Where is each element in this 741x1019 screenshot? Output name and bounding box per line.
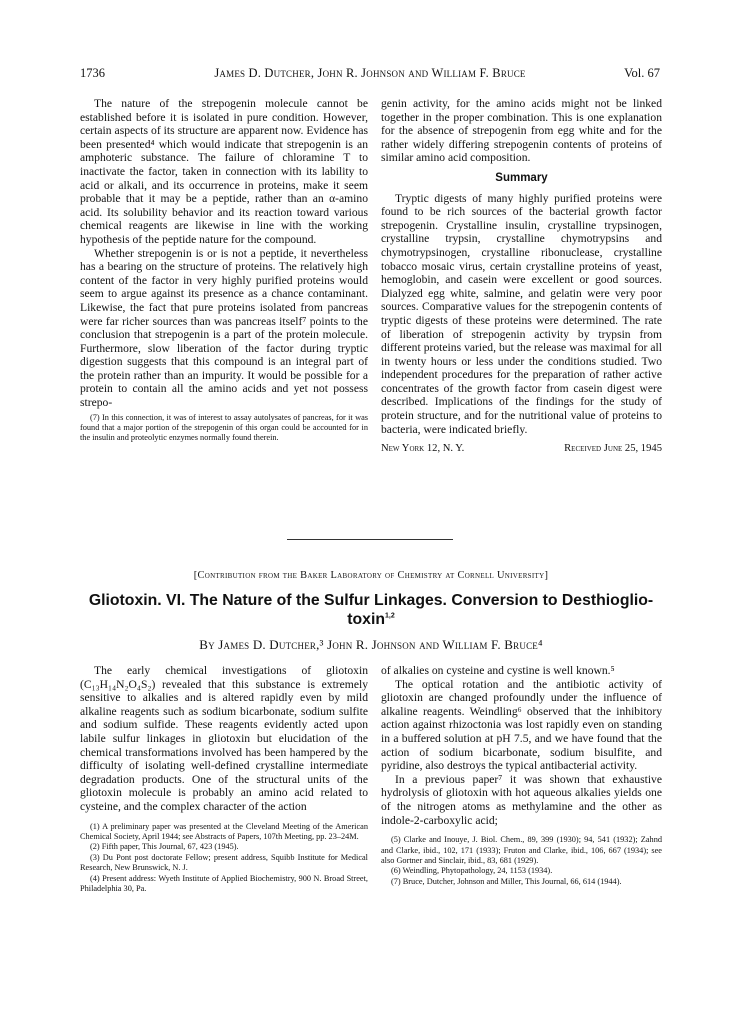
- received-date: Received June 25, 1945: [564, 443, 662, 455]
- running-header: [80, 66, 660, 84]
- footnote-block: [381, 835, 662, 887]
- footnote-block: [80, 413, 368, 444]
- page-number: 1736: [80, 66, 105, 80]
- body-paragraph: The early chemical investigations of gliotoxin (C₁₃H₁₄N₂O₄S₂) revealed that this substance is extremely sensitive to alkalies and is altered rapidly even by mild alkaline reagents such as sodium bicarbonate, sodium sulfite and sodium sulfide. These reagents evidently acted upon labile sulfur linkages in gliotoxin but elucidation of the chemical transformations involved has been hampered by the difficulty of isolating well-defined crystalline intermediate degradation products. One of the structural units of the gliotoxin molecule is probably an amino acid related to cysteine, and the complex character of the action: [80, 664, 368, 813]
- footnote: (2) Fifth paper, This Journal, 67, 423 (1945).: [90, 842, 239, 852]
- body-paragraph: of alkalies on cysteine and cystine is well known.⁵: [381, 664, 615, 677]
- byline: By James D. Dutcher,³ John R. Johnson and William F. Bruce⁴: [199, 637, 543, 652]
- footnote: (3) Du Pont post doctorate Fellow; present address, Squibb Institute for Medical Research, New Brunswick, N. J.: [80, 852, 368, 873]
- footnote: (7) In this connection, it was of interest to assay autolysates of pancreas, for it was found that a major portion of the strepogenin of this organ could be accounted for in the insulin and proteolytic enzymes normally found therein.: [80, 412, 368, 443]
- footnote-block: [80, 822, 368, 895]
- title-footnote-marks: 1,2: [385, 612, 395, 620]
- body-paragraph: In a previous paper⁷ it was shown that exhaustive hydrolysis of gliotoxin with hot aqueous alkalies yields one of the nitrogen atoms as methylamine and the other as indole-2-carboxylic acid;: [381, 772, 662, 827]
- footnote: (4) Present address: Wyeth Institute of Applied Biochemistry, 900 N. Broad Street, Philadelphia 30, Pa.: [80, 873, 368, 893]
- footnote: (5) Clarke and Inouye, J. Biol. Chem., 89, 399 (1930); 94, 541 (1932); Zahnd and Clarke, ibid., 102, 171 (1933); Fruton and Clarke, ibid., 106, 667 (1934); see also Gortner and Sinclair, ibid., 83, 681 (1929).: [381, 835, 662, 865]
- footnote: (6) Weindling, Phytopathology, 24, 1153 (1934).: [391, 866, 553, 876]
- running-title: James D. Dutcher, John R. Johnson and William F. Bruce: [214, 66, 526, 80]
- article-title: [80, 591, 662, 629]
- footnote: (1) A preliminary paper was presented at the Cleveland Meeting of the American Chemical Society, April 1944; see Abstracts of Papers, 107th Meeting, pp. 23–24M.: [80, 821, 368, 841]
- body-paragraph: The nature of the strepogenin molecule cannot be established before it is isolated in pure condition. However, certain aspects of its structure are apparent now. Evidence has been presented⁴ which would indicate that strepogenin is an amphoteric substance. The failure of chloramine T to inactivate the factor, taken in connection with its lability to acid or alkali, and its occurrence in proteins, make it seem probable that it may be a peptide, rather than an α-amino acid. Its solubility behavior and its reaction toward various chemical reagents are likewise in line with the working hypothesis of the peptide nature for the compound.: [80, 97, 368, 246]
- contribution-line: [Contribution from the Baker Laboratory of Chemistry at Cornell University]: [193, 570, 549, 581]
- summary-paragraph: Tryptic digests of many highly purified proteins were found to be rich sources of the bacterial growth factor strepogenin. Crystalline insulin, crystalline trypsinogen, crystalline trypsin, crystalline chymotrypsins and chymotrypsinogen, crystalline ribonuclease, crystalline tobacco mosaic virus, certain crystalline proteins of yeast, hemoglobin, and casein were excellent or good sources. Dialyzed egg white, salmine, and gelatin were very poor sources. Comparative values for the strepogenin contents of tryptic digests of these proteins were determined. The rate of liberation of strepogenin activity by trypsin from different proteins varied, but the release was maximal for all in twenty hours or less under the conditions studied. Two independent procedures for the preparation of rather active concentrates of the growth factor from casein digest were described. Implications of the findings for the study of protein structure, and for the nutritional value of proteins to bacteria, were indicated briefly.: [381, 191, 662, 436]
- body-paragraph: Whether strepogenin is or is not a peptide, it nevertheless has a bearing on the structure of proteins. The relatively high content of the factor in very highly purified proteins would seem to argue against its presence as a chance contaminant. Likewise, the fact that pure proteins isolated from pancreas were far richer sources than was pancreas itself⁷ points to the conclusion that strepogenin is a part of the protein molecule. Furthermore, slow liberation of the factor during tryptic digestion suggests that this compound is an integral part of the protein rather than an impurity. It would be possible for a protein to contain all the amino acids and yet not possess strepo-: [80, 246, 368, 410]
- title-line-2: toxin$^{1,2}$: [347, 611, 395, 628]
- prev-article-right-column: [381, 97, 662, 456]
- location: New York 12, N. Y.: [381, 443, 465, 455]
- article-end-line: [381, 442, 662, 456]
- article-right-column: [381, 664, 662, 887]
- footnote: (7) Bruce, Dutcher, Johnson and Miller, This Journal, 66, 614 (1944).: [391, 876, 622, 886]
- summary-heading: Summary: [495, 171, 548, 184]
- prev-article-left-column: [80, 97, 368, 444]
- article-left-column: [80, 664, 368, 894]
- article-separator-rule: [287, 539, 453, 540]
- title-line-1: Gliotoxin. VI. The Nature of the Sulfur Linkages. Conversion to Desthioglio-: [88, 592, 654, 609]
- body-paragraph: The optical rotation and the antibiotic activity of gliotoxin are changed profoundly under the influence of alkaline reagents. Weindling⁶ observed that the inhibitory action against rhizoctonia was lost rapidly even on standing in a buffered solution at pH 7.5, and we have found that the action of sodium bicarbonate, sodium bisulfite, and pyridine, also destroys the typical antibacterial activity.: [381, 677, 662, 773]
- body-paragraph: genin activity, for the amino acids might not be linked together in the proper combination. This is one explanation for the absence of strepogenin from egg white and for the rather widely differing strepogenin contents of proteins of similar amino acid composition.: [381, 97, 662, 165]
- volume-number: Vol. 67: [624, 66, 660, 80]
